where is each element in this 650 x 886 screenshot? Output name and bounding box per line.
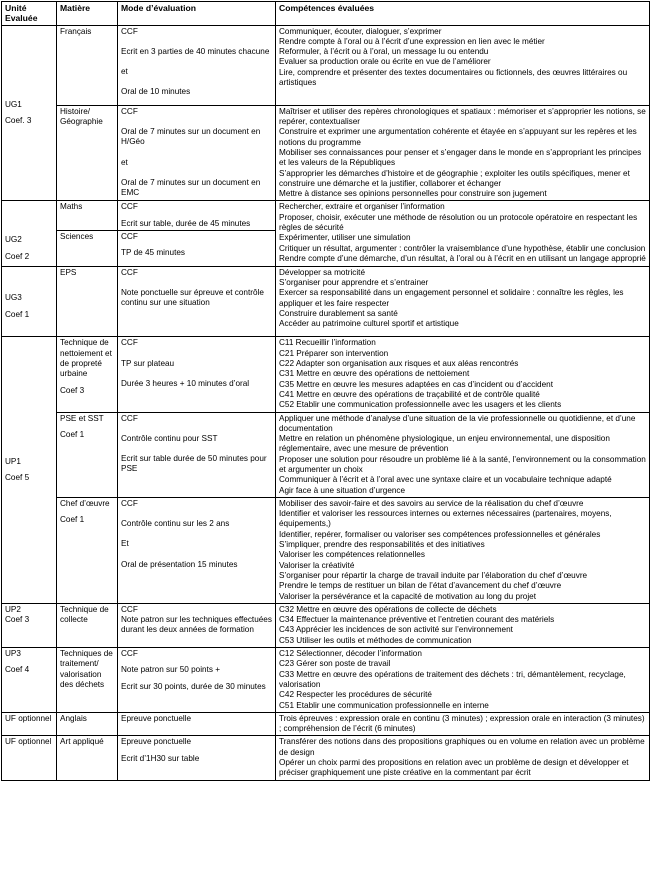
skill-item: Communiquer, écouter, dialoguer, s’exprimer — [279, 26, 442, 36]
mode-chef — [118, 497, 276, 603]
row-maths — [2, 201, 650, 231]
mode-maths — [118, 201, 276, 231]
skill-item: C21 Préparer son intervention — [279, 348, 389, 358]
mode-line: Contrôle continu sur les 2 ans — [121, 519, 230, 529]
subject-francais: Français — [57, 25, 118, 105]
skills-collecte — [276, 603, 650, 647]
skill-item: Lire, comprendre et présenter des textes documentaires ou fictionnels, des œuvres littéraires ou artistiques — [279, 67, 628, 88]
skill-item: C51 Etablir une communication professionnelle en interne — [279, 700, 489, 710]
mode-line: Note ponctuelle sur épreuve et contrôle continu sur une situation — [121, 287, 264, 308]
row-chef — [2, 497, 650, 603]
subject-traitement: Techniques de traitement/ valorisation des déchets — [57, 648, 118, 713]
unit-ug3 — [2, 266, 57, 337]
subject-histoire: Histoire/ Géographie — [57, 105, 118, 201]
skill-item: Identifier, repérer, formaliser ou valoriser ses compétences professionnelles et générales — [279, 529, 601, 539]
mode-line: CCF — [121, 338, 138, 348]
subject-eps: EPS — [57, 266, 118, 337]
row-technique — [2, 337, 650, 412]
mode-line: CCF — [121, 604, 138, 614]
header-skills: Compétences évaluées — [276, 2, 650, 26]
header-row — [2, 2, 650, 26]
skill-item: S’organiser pour apprendre et s’entrainer — [279, 277, 429, 287]
mode-line: Oral de présentation 15 minutes — [121, 559, 238, 569]
mode-line: et — [121, 67, 128, 77]
skills-histoire — [276, 105, 650, 201]
subject-coef: Coef 1 — [60, 515, 85, 525]
skill-item: C22 Adapter son organisation aux risques et aux aléas rencontrés — [279, 359, 519, 369]
mode-line: TP de 45 minutes — [121, 248, 186, 258]
row-collecte — [2, 603, 650, 647]
mode-line: Ecrit sur table, durée de 45 minutes — [121, 218, 251, 228]
subject-coef: Coef 1 — [60, 429, 85, 439]
mode-anglais — [118, 712, 276, 736]
mode-line: CCF — [121, 267, 138, 277]
unit-coef: Coef 2 — [5, 251, 30, 261]
skills-francais — [276, 25, 650, 105]
skill-item: C53 Utiliser les outils et méthodes de communication — [279, 635, 472, 645]
subject-label: PSE et SST — [60, 413, 104, 423]
skill-item: Proposer une solution pour résoudre un problème lié à la santé, l’environnement ou la consommation et argumenter un choix — [279, 454, 646, 474]
skill-item: Rendre compte d’une démarche, d’un résultat, à l’oral ou à l’écrit en en utilisant un langage approprié — [279, 253, 646, 263]
skills-traitement — [276, 648, 650, 713]
skill-item: C42 Respecter les procédures de sécurité — [279, 690, 432, 700]
skill-item: C35 Mettre en œuvre les mesures adaptées en cas d’incident ou d’accident — [279, 379, 553, 389]
subject-label: Technique de nettoiement et de propreté urbaine — [60, 338, 112, 379]
mode-line: Oral de 7 minutes sur un document en EMC — [121, 177, 261, 198]
skill-item: C34 Effectuer la maintenance préventive et l’entretien courant des matériels — [279, 615, 555, 625]
mode-line: CCF — [121, 232, 138, 242]
subject-coef: Coef 3 — [60, 385, 85, 395]
skill-item: Agir face à une situation d’urgence — [279, 485, 406, 495]
mode-line: Contrôle continu pour SST — [121, 433, 218, 443]
row-francais — [2, 25, 650, 105]
mode-sciences — [118, 231, 276, 267]
mode-line: Oral de 10 minutes — [121, 87, 191, 97]
unit-coef: Coef. 3 — [5, 116, 32, 126]
mode-line: et — [121, 157, 128, 167]
mode-line: Oral de 7 minutes sur un document en H/Géo — [121, 127, 261, 147]
unit-label: UG1 — [5, 99, 22, 109]
skill-item: C43 Apprécier les incidences de son activité sur l’environnement — [279, 625, 513, 635]
mode-technique — [118, 337, 276, 412]
skill-item: S’impliquer, prendre des responsabilités et des initiatives — [279, 540, 485, 550]
skill-item: Construire durablement sa santé — [279, 308, 398, 318]
mode-traitement — [118, 648, 276, 713]
skill-item: Prendre le temps de restituer un bilan de l’état d’avancement du chef d’œuvre — [279, 581, 562, 591]
skill-item: Rechercher, extraire et organiser l’information — [279, 202, 445, 212]
mode-line: CCF — [121, 498, 138, 508]
skill-item: Identifier et valoriser les ressources internes ou externes nécessaires (partenaires, moyens, équipements,) — [279, 509, 612, 529]
skill-item: Communiquer à l’écrit et à l’oral avec une syntaxe claire et un vocabulaire technique adapté — [279, 475, 612, 485]
skills-anglais — [276, 712, 650, 736]
subject-label: Chef d’œuvre — [60, 498, 110, 508]
unit-label: UP1 — [5, 456, 21, 466]
skill-item: C41 Mettre en œuvre des opérations de traçabilité et de contrôle qualité — [279, 389, 540, 399]
unit-up3 — [2, 648, 57, 713]
skill-item: Transférer des notions dans des propositions graphiques ou en volume en relation avec un problème de design — [279, 737, 645, 757]
skills-technique — [276, 337, 650, 412]
skill-item: Expérimenter, utiliser une simulation — [279, 233, 411, 243]
unit-uf1: UF optionnel — [2, 712, 57, 736]
mode-eps — [118, 266, 276, 337]
skill-item: Mobiliser des savoir-faire et des savoirs au service de la réalisation du chef d’œuvre — [279, 498, 584, 508]
skill-item: C32 Mettre en œuvre des opérations de collecte de déchets — [279, 604, 497, 614]
mode-line: Ecrit sur 30 points, durée de 30 minutes — [121, 681, 266, 691]
skills-chef — [276, 497, 650, 603]
skill-item: C31 Mettre en œuvre des opérations de nettoiement — [279, 369, 470, 379]
skill-item: C23 Gérer son poste de travail — [279, 659, 391, 669]
skill-item: Rendre compte à l’oral ou à l’écrit d’une expression en lien avec le métier — [279, 36, 545, 46]
subject-art: Art appliqué — [57, 736, 118, 780]
skill-item: Valoriser la créativité — [279, 560, 355, 570]
skill-item: Appliquer une méthode d’analyse d’une situation de la vie professionnelle ou quotidienne, et d’une documentation — [279, 413, 636, 433]
mode-line: CCF — [121, 26, 138, 36]
subject-pse — [57, 412, 118, 497]
header-mode: Mode d’évaluation — [118, 2, 276, 26]
skills-eps — [276, 266, 650, 337]
skill-item: Mettre à distance ses opinions personnelles pour construire son jugement — [279, 189, 547, 199]
unit-label: UG2 — [5, 235, 22, 245]
row-histoire — [2, 105, 650, 201]
skill-item: Proposer, choisir, exécuter une méthode de résolution ou un protocole opératoire en respectant les règles de sécurité — [279, 212, 638, 233]
mode-line: Ecrit sur table durée de 50 minutes pour PSE — [121, 454, 267, 474]
subject-collecte: Technique de collecte — [57, 603, 118, 647]
skills-art — [276, 736, 650, 780]
header-unit: Unité Evaluée — [2, 2, 57, 26]
mode-line: CCF — [121, 649, 138, 659]
evaluation-table — [1, 1, 650, 781]
unit-label: UG3 — [5, 293, 22, 303]
skill-item: C52 Etablir une communication professionnelle avec les usagers et les clients — [279, 400, 562, 410]
mode-line: Epreuve ponctuelle — [121, 713, 192, 723]
skill-item: Reformuler, à l’écrit ou à l’oral, un message lu ou entendu — [279, 47, 489, 57]
skill-item: Opérer un choix parmi des propositions en relation avec un problème de design et développer et préciser graphiquement une piste créative en la commentant par écrit — [279, 758, 629, 778]
subject-anglais: Anglais — [57, 712, 118, 736]
row-art — [2, 736, 650, 780]
unit-ug1 — [2, 25, 57, 201]
mode-line: CCF — [121, 413, 138, 423]
skill-item: C11 Recueillir l’information — [279, 338, 376, 348]
row-pse — [2, 412, 650, 497]
unit-up1 — [2, 337, 57, 603]
header-subject: Matière — [57, 2, 118, 26]
skill-item: Mobiliser ses connaissances pour penser et s’engager dans le monde en s’appropriant les principes et les valeurs de la Républiques — [279, 147, 642, 168]
unit-coef: Coef 4 — [5, 665, 30, 675]
mode-pse — [118, 412, 276, 497]
mode-line: CCF — [121, 106, 138, 116]
row-traitement — [2, 648, 650, 713]
skills-pse — [276, 412, 650, 497]
skill-item: Critiquer un résultat, argumenter : contrôler la vraisemblance d’une hypothèse, établir une conclusion — [279, 243, 646, 253]
unit-coef: Coef 3 — [5, 615, 30, 625]
mode-line: Ecrit d’1H30 sur table — [121, 753, 200, 763]
mode-line: Note patron sur 50 points + — [121, 665, 220, 675]
skill-item: Construire et exprimer une argumentation cohérente et étayée en s’appuyant sur les repères et les notions du programme — [279, 127, 637, 147]
mode-line: TP sur plateau — [121, 358, 175, 368]
subject-chef — [57, 497, 118, 603]
subject-maths: Maths — [57, 201, 118, 231]
mode-histoire — [118, 105, 276, 201]
skill-item: Accéder au patrimoine culturel sportif et artistique — [279, 319, 459, 329]
skill-item: C12 Sélectionner, décoder l’information — [279, 649, 422, 659]
skill-item: Mettre en relation un phénomène physiologique, un enjeu environnemental, une disposition réglementaire, avec une mesure de prévention — [279, 434, 610, 454]
skill-item: S’approprier les démarches d’histoire et de géographie ; exploiter les outils spécifiques, mener et construire une démarche et la justifier, collaborer et échanger — [279, 168, 630, 188]
mode-line: Note patron sur les techniques effectuées durant les deux années de formation — [121, 615, 272, 635]
skill-item: S’organiser pour répartir la charge de travail induite par l’élaboration du chef d’œuvre — [279, 570, 588, 580]
skill-item: Valoriser la persévérance et la capacité de motivation au long du projet — [279, 591, 536, 601]
skill-item: Evaluer sa production orale ou écrite en vue de l’améliorer — [279, 57, 491, 67]
mode-line: CCF — [121, 202, 138, 212]
skill-item: Maîtriser et utiliser des repères chronologiques et spatiaux : mémoriser et s’approprier les notions, se repérer, contextualiser — [279, 106, 646, 127]
skill-item: C33 Mettre en œuvre des opérations de traitement des déchets : tri, démantèlement, recyclage, valorisation — [279, 669, 626, 689]
unit-ug2 — [2, 201, 57, 266]
skill-item: Développer sa motricité — [279, 267, 366, 277]
mode-collecte — [118, 603, 276, 647]
mode-line: Epreuve ponctuelle — [121, 737, 192, 747]
mode-art — [118, 736, 276, 780]
subject-sciences: Sciences — [57, 231, 118, 267]
row-eps — [2, 266, 650, 337]
unit-label: UP2 — [5, 604, 21, 614]
row-anglais — [2, 712, 650, 736]
unit-coef: Coef 5 — [5, 473, 30, 483]
subject-technique — [57, 337, 118, 412]
unit-label: UP3 — [5, 649, 21, 659]
skills-ug2 — [276, 201, 650, 266]
unit-up2 — [2, 603, 57, 647]
mode-line: Ecrit en 3 parties de 40 minutes chacune — [121, 46, 270, 56]
skill-item: Exercer sa responsabilité dans un engagement personnel et solidaire : connaître les règles, les appliquer et les faire respecter — [279, 288, 624, 308]
unit-coef: Coef 1 — [5, 309, 30, 319]
skill-item: Valoriser les compétences relationnelles — [279, 550, 425, 560]
mode-francais — [118, 25, 276, 105]
mode-line: Durée 3 heures + 10 minutes d’oral — [121, 379, 250, 389]
unit-uf2: UF optionnel — [2, 736, 57, 780]
mode-line: Et — [121, 539, 129, 549]
skill-item: Trois épreuves : expression orale en continu (3 minutes) ; expression orale en interaction (3 minutes) ; compréhension de l’écrit (6 minutes) — [279, 713, 645, 734]
